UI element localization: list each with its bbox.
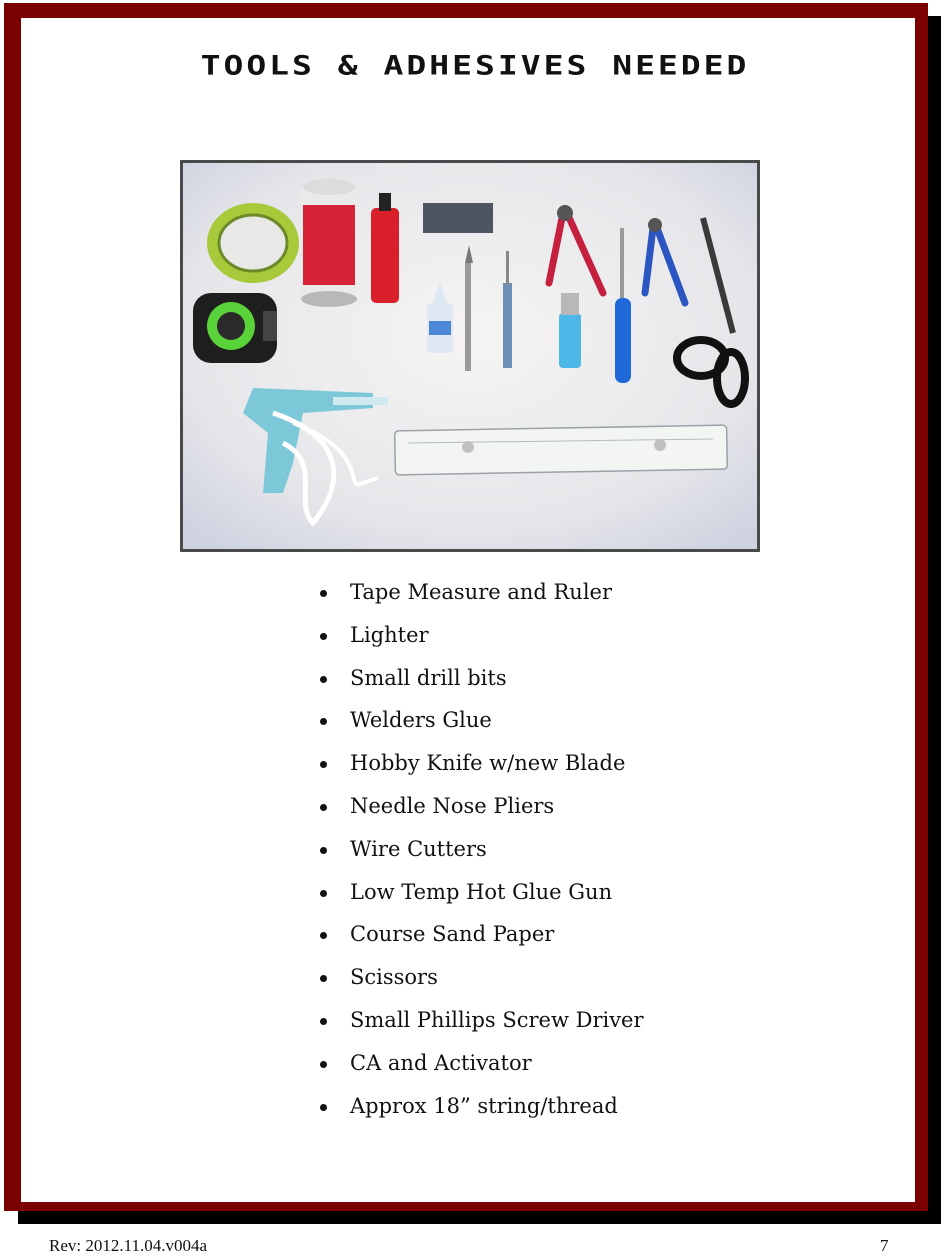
- list-item: [318, 705, 644, 748]
- list-item-text: Tape Measure and Ruler: [350, 580, 613, 604]
- list-item-text: Lighter: [350, 622, 429, 647]
- list-item-text: Needle Nose Pliers: [350, 793, 555, 818]
- sandpaper-icon: [423, 203, 493, 233]
- bullet-icon: [320, 890, 327, 897]
- list-item: [318, 791, 644, 834]
- list-item: [318, 1091, 644, 1134]
- list-item-text: Wire Cutters: [350, 836, 487, 861]
- bullet-icon: [320, 975, 327, 982]
- list-item: [318, 748, 644, 791]
- list-item-text: Hobby Knife w/new Blade: [350, 751, 626, 776]
- bullet-icon: [320, 1061, 327, 1068]
- spray-can-icon: [301, 179, 357, 307]
- list-item: [318, 834, 644, 877]
- list-item: [318, 663, 644, 706]
- list-item-text: Approx 18” string/thread: [350, 1093, 618, 1118]
- bullet-icon: [320, 633, 327, 640]
- bullet-icon: [320, 847, 327, 854]
- bullet-icon: [320, 676, 327, 683]
- revision-label: Rev: 2012.11.04.v004a: [49, 1236, 208, 1255]
- list-item-text: Low Temp Hot Glue Gun: [350, 879, 613, 904]
- bullet-icon: [320, 932, 327, 939]
- tape-roll-icon: [207, 203, 299, 283]
- bullet-icon: [320, 590, 327, 597]
- bullet-icon: [320, 1104, 327, 1111]
- tape-measure-icon: [193, 293, 277, 363]
- list-item-text: Welders Glue: [350, 708, 492, 733]
- glue-tube-icon: [371, 193, 399, 303]
- page-number: 7: [880, 1236, 889, 1255]
- list-item-text: Course Sand Paper: [350, 922, 555, 947]
- bullet-icon: [320, 761, 327, 768]
- list-item-text: Small Phillips Screw Driver: [350, 1007, 644, 1032]
- bullet-icon: [320, 718, 327, 725]
- page-title: TOOLS & ADHESIVES NEEDED: [200, 49, 750, 82]
- lighter-icon: [559, 293, 581, 368]
- list-item: [318, 620, 644, 663]
- bullet-icon: [320, 1018, 327, 1025]
- list-item: [318, 877, 644, 920]
- list-item: [318, 962, 644, 1005]
- list-item: [318, 919, 644, 962]
- list-item-text: CA and Activator: [350, 1050, 532, 1075]
- list-item: [318, 1048, 644, 1091]
- list-item: [318, 1005, 644, 1048]
- ruler-icon: [395, 425, 728, 475]
- bullet-icon: [320, 804, 327, 811]
- list-item-text: Scissors: [350, 965, 438, 990]
- tools-list: [318, 577, 644, 1133]
- list-item: [318, 577, 644, 620]
- tools-photo: [180, 160, 760, 552]
- list-item-text: Small drill bits: [350, 665, 507, 690]
